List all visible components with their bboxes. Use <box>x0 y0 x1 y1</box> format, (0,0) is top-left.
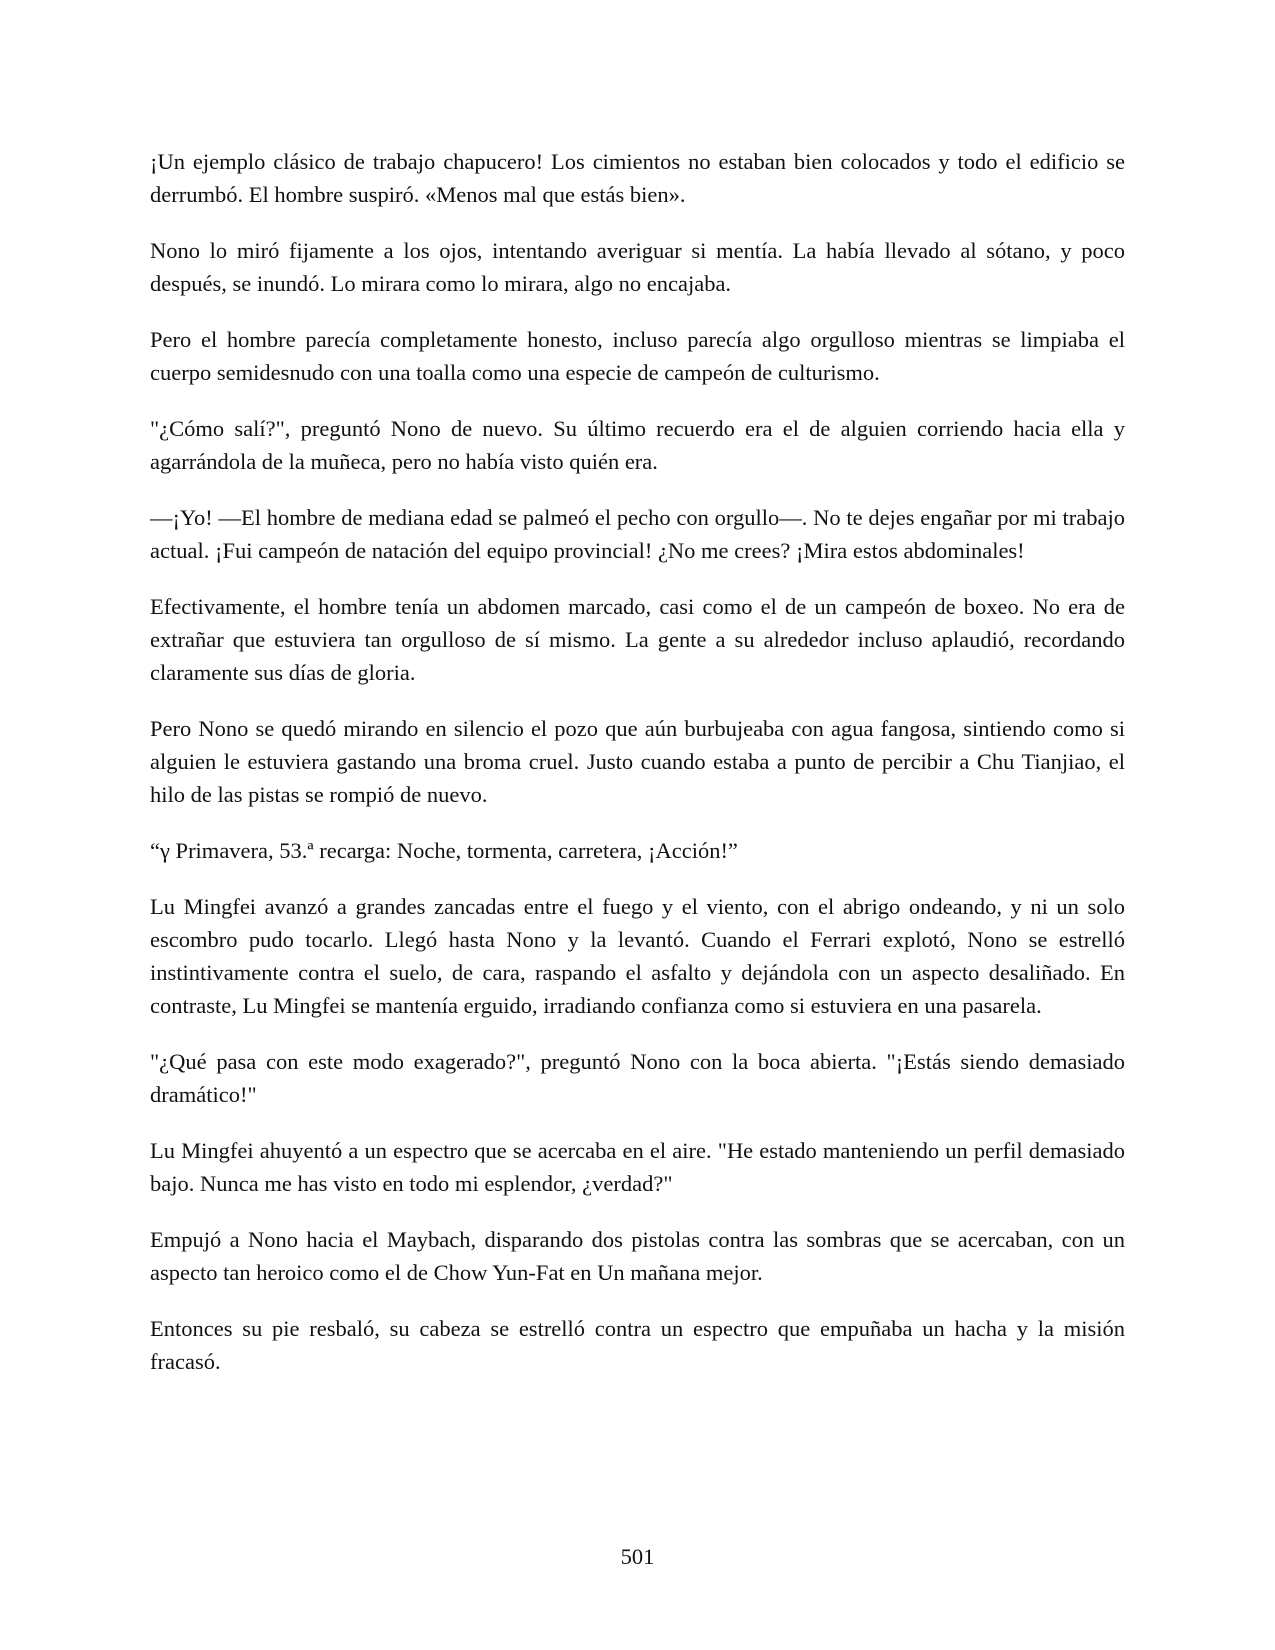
paragraph: "¿Cómo salí?", preguntó Nono de nuevo. Su último recuerdo era el de alguien corriendo hacia ella y agarrándola de la muñeca, pero no había visto quién era. <box>150 416 1125 474</box>
paragraph: Pero Nono se quedó mirando en silencio el pozo que aún burbujeaba con agua fangosa, sintiendo como si alguien le estuviera gastando una broma cruel. Justo cuando estaba a punto de percibir a Chu Tianjiao, el hilo de las pistas se rompió de nuevo. <box>150 716 1125 807</box>
paragraph: Empujó a Nono hacia el Maybach, disparando dos pistolas contra las sombras que se acercaban, con un aspecto tan heroico como el de Chow Yun-Fat en Un mañana mejor. <box>150 1227 1125 1285</box>
paragraph: Lu Mingfei ahuyentó a un espectro que se acercaba en el aire. "He estado manteniendo un perfil demasiado bajo. Nunca me has visto en todo mi esplendor, ¿verdad?" <box>150 1138 1125 1196</box>
paragraph: Efectivamente, el hombre tenía un abdomen marcado, casi como el de un campeón de boxeo. No era de extrañar que estuviera tan orgulloso de sí mismo. La gente a su alrededor incluso aplaudió, recordando claramente sus días de gloria. <box>150 594 1125 685</box>
paragraph: Entonces su pie resbaló, su cabeza se estrelló contra un espectro que empuñaba un hacha y la misión fracasó. <box>150 1316 1125 1374</box>
paragraph: Lu Mingfei avanzó a grandes zancadas entre el fuego y el viento, con el abrigo ondeando, y ni un solo escombro pudo tocarlo. Llegó hasta Nono y la levantó. Cuando el Ferrari explotó, Nono se estrelló instintivamente contra el suelo, de cara, raspando el asfalto y dejándola con un aspecto desaliñado. En contraste, Lu Mingfei se mantenía erguido, irradiando confianza como si estuviera en una pasarela. <box>150 894 1125 1018</box>
paragraph: Pero el hombre parecía completamente honesto, incluso parecía algo orgulloso mientras se limpiaba el cuerpo semidesnudo con una toalla como una especie de campeón de culturismo. <box>150 327 1125 385</box>
paragraph: Nono lo miró fijamente a los ojos, intentando averiguar si mentía. La había llevado al sótano, y poco después, se inundó. Lo mirara como lo mirara, algo no encajaba. <box>150 238 1125 296</box>
paragraph: ¡Un ejemplo clásico de trabajo chapucero! Los cimientos no estaban bien colocados y todo el edificio se derrumbó. El hombre suspiró. «Menos mal que estás bien». <box>150 149 1125 207</box>
paragraph: "¿Qué pasa con este modo exagerado?", preguntó Nono con la boca abierta. "¡Estás siendo demasiado dramático!" <box>150 1049 1125 1107</box>
paragraph: “γ Primavera, 53.ª recarga: Noche, tormenta, carretera, ¡Acción!” <box>150 838 738 863</box>
paragraph: —¡Yo! —El hombre de mediana edad se palmeó el pecho con orgullo—. No te dejes engañar por mi trabajo actual. ¡Fui campeón de natación del equipo provincial! ¿No me crees? ¡Mira estos abdominales! <box>150 505 1125 563</box>
page-body <box>150 145 1125 1401</box>
page-number: 501 <box>620 1544 655 1569</box>
